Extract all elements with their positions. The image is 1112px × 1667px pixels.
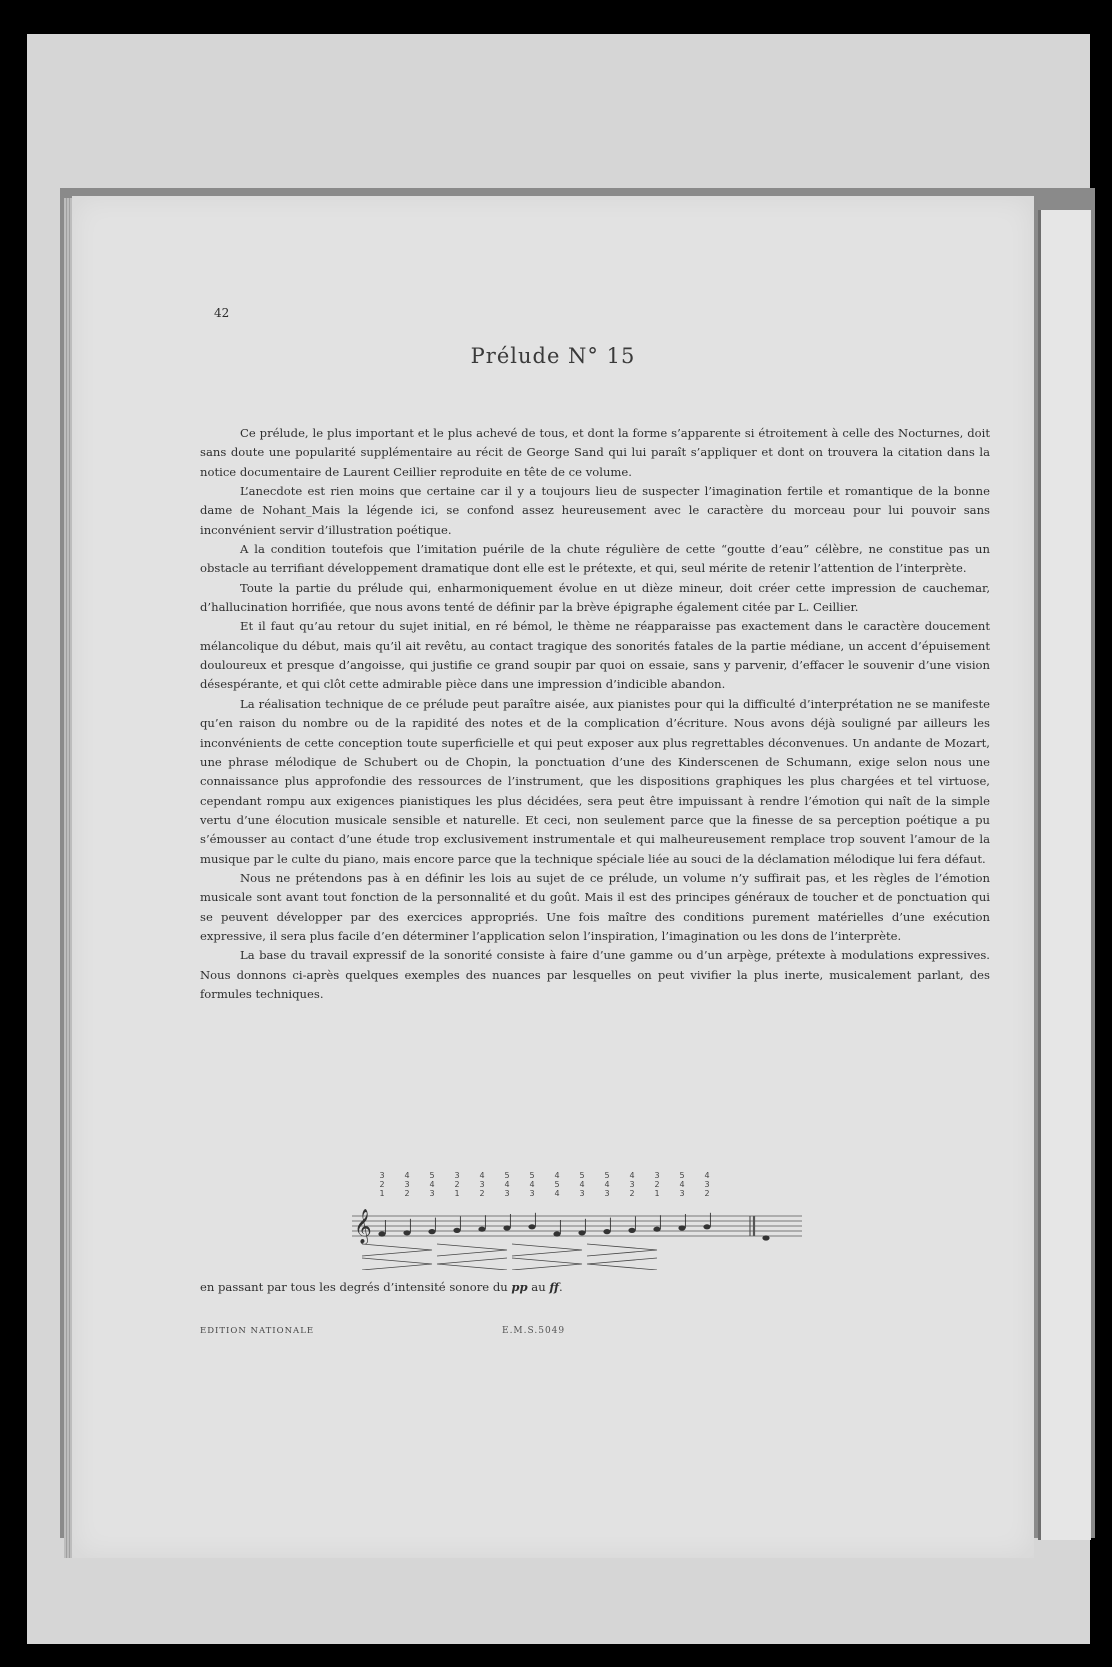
- fingering-digit: 2: [479, 1189, 485, 1198]
- fingering-digit: 5: [554, 1180, 560, 1189]
- dynamic-pp: pp: [511, 1280, 528, 1294]
- fingering-digit: 2: [704, 1189, 710, 1198]
- fingering-digit: 3: [379, 1171, 385, 1180]
- body-text: [200, 424, 990, 1004]
- dynamics-hairpins: [362, 1244, 657, 1270]
- fingering-digit: 5: [504, 1171, 510, 1180]
- note-head: [428, 1229, 435, 1234]
- note-head: [403, 1230, 410, 1235]
- note-head: [453, 1228, 460, 1233]
- publisher-footer: EDITION NATIONALE: [200, 1326, 315, 1336]
- book-page: [72, 196, 1034, 1558]
- note-head: [553, 1231, 560, 1236]
- paragraph: La base du travail expressif de la sonorité consiste à faire d’une gamme ou d’un arpège, prétexte à modulations expressives. Nous donnons ci-après quelques exemples des nuances par lesquelles on peut vivifier la plus inerte, musicalement parlant, des formules techniques.: [200, 948, 990, 1001]
- fingering-digit: 1: [654, 1189, 660, 1198]
- facing-page-edge: [1038, 210, 1091, 1540]
- fingering-digit: 3: [679, 1189, 685, 1198]
- fingering-digit: 5: [429, 1171, 435, 1180]
- fingering-digit: 2: [654, 1180, 660, 1189]
- note-head: [528, 1224, 535, 1229]
- music-caption: [200, 1280, 563, 1294]
- caption-text: en passant par tous les degrés d’intensité sonore du: [200, 1280, 512, 1294]
- fingering-digit: 2: [629, 1189, 635, 1198]
- paragraph: Nous ne prétendons pas à en définir les lois au sujet de ce prélude, un volume n’y suffirait pas, et les règles de l’émotion musicale sont avant tout fonction de la personnalité et du goût. Mais il est des principes généraux de toucher et de ponctuation qui se peuvent développer par des exercices appropriés. Une fois maître des conditions purement matérielles d’une exécution expressive, il sera plus facile d’en déterminer l’application selon l’inspiration, l’imagination ou les dons de l’interprète.: [200, 870, 990, 943]
- caption-text: au: [527, 1280, 550, 1294]
- fingering-digit: 5: [604, 1171, 610, 1180]
- page-number: 42: [214, 306, 230, 320]
- paragraph: Et il faut qu’au retour du sujet initial, en ré bémol, le thème ne réapparaisse pas exactement dans le caractère doucement mélancolique du début, mais qu’il ait revêtu, au contact tragique des sonorités fatales de la partie médiane, un accent d’épuisement douloureux et presque d’angoisse, qui justifie ce grand soupir par quoi on essaie, sans y parvenir, d’effacer le souvenir d’une vision désespérante, et qui clôt cette admirable pièce dans une impression d’indicible abandon.: [200, 619, 990, 692]
- fingering-digit: 4: [554, 1171, 560, 1180]
- fingering-digit: 5: [529, 1171, 535, 1180]
- notes: [378, 1213, 769, 1241]
- note-head: [578, 1230, 585, 1235]
- fingering-digit: 2: [404, 1189, 410, 1198]
- fingering-digit: 3: [404, 1180, 410, 1189]
- note-head: [378, 1231, 385, 1236]
- paragraph: A la condition toutefois que l’imitation puérile de la chute régulière de cette “goutte d’eau” célèbre, ne constitue pas un obstacle au terrifiant développement dramatique dont elle est le prétexte, et qui, seul mérite de retenir l’attention de l’interprète.: [200, 542, 990, 576]
- fingering-digit: 3: [629, 1180, 635, 1189]
- dynamic-ff: ff: [549, 1280, 559, 1294]
- fingering-digit: 2: [454, 1180, 460, 1189]
- paragraph: La réalisation technique de ce prélude peut paraître aisée, aux pianistes pour qui la difficulté d’interprétation ne se manifeste qu’en raison du nombre ou de la rapidité des notes et de la complication d’écriture. Nous avons déjà souligné par ailleurs les inconvénients de cette conception toute superficielle et qui peut exposer aux plus regrettables déconvenues. Un andante de Mozart, une phrase mélodique de Schubert ou de Chopin, la ponctuation d’une des Kinderscenen de Schumann, exige selon nous une connaissance plus approfondie des ressources de l’instrument, que les dispositions graphiques les plus chargées et tel virtuose, cependant rompu aux exigences pianistiques les plus décidées, sera peut être impuissant à rendre l’émotion qui naît de la simple vertu d’une élocution musicale sensible et naturelle. Et ceci, non seulement parce que la finesse de sa perception poétique a pu s’émousser au contact d’une étude trop exclusivement instrumentale et qui malheureusement remplace trop souvent l’amour de la musique par le culte du piano, mais encore parce que la technique spéciale liée au souci de la déclamation mélodique lui fera défaut.: [200, 696, 990, 866]
- fingering-digit: 4: [404, 1171, 410, 1180]
- fingering-digit: 3: [704, 1180, 710, 1189]
- fingering-digit: 3: [604, 1189, 610, 1198]
- fingering-digit: 5: [679, 1171, 685, 1180]
- note-head: [503, 1225, 510, 1230]
- fingering-digit: 1: [454, 1189, 460, 1198]
- fingering-numbers: [379, 1171, 709, 1198]
- note-head: [653, 1227, 660, 1232]
- fingering-digit: 3: [454, 1171, 460, 1180]
- fingering-digit: 3: [504, 1189, 510, 1198]
- paragraph: Ce prélude, le plus important et le plus achevé de tous, et dont la forme s’apparente si étroitement à celle des Nocturnes, doit sans doute une popularité supplémentaire au récit de George Sand qui lui paraît s’appliquer et dont on trouvera la citation dans la notice documentaire de Laurent Ceillier reproduite en tête de ce volume.: [200, 426, 990, 479]
- fingering-digit: 1: [379, 1189, 385, 1198]
- paragraph: L’anecdote est rien moins que certaine car il y a toujours lieu de suspecter l’imagination fertile et romantique de la bonne dame de Nohant_Mais la légende ici, se confond assez heureusement avec le caractère du morceau pour lui pouvoir sans inconvénient servir d’illustration poétique.: [200, 484, 990, 537]
- fingering-digit: 4: [579, 1180, 585, 1189]
- note-head: [703, 1224, 710, 1229]
- fingering-digit: 3: [479, 1180, 485, 1189]
- fingering-digit: 4: [554, 1189, 560, 1198]
- fingering-digit: 4: [604, 1180, 610, 1189]
- fingering-digit: 4: [504, 1180, 510, 1189]
- fingering-digit: 3: [579, 1189, 585, 1198]
- fingering-digit: 4: [679, 1180, 685, 1189]
- fingering-digit: 2: [379, 1180, 385, 1189]
- page-title: Prélude N° 15: [470, 344, 636, 368]
- note-head: [678, 1225, 685, 1230]
- fingering-digit: 3: [654, 1171, 660, 1180]
- fingering-digit: 4: [704, 1171, 710, 1180]
- fingering-digit: 3: [429, 1189, 435, 1198]
- catalog-number: E.M.S.5049: [502, 1326, 566, 1336]
- music-example: [342, 1170, 842, 1270]
- staff: [352, 1216, 802, 1236]
- note-head: [603, 1229, 610, 1234]
- treble-clef-icon: 𝄞: [354, 1209, 372, 1244]
- fingering-digit: 3: [529, 1189, 535, 1198]
- fingering-digit: 4: [629, 1171, 635, 1180]
- fingering-digit: 4: [529, 1180, 535, 1189]
- note-head: [762, 1235, 769, 1240]
- fingering-digit: 4: [429, 1180, 435, 1189]
- caption-text: .: [558, 1280, 563, 1294]
- fingering-digit: 4: [479, 1171, 485, 1180]
- note-head: [478, 1227, 485, 1232]
- note-head: [628, 1228, 635, 1233]
- fingering-digit: 5: [579, 1171, 585, 1180]
- paragraph: Toute la partie du prélude qui, enharmoniquement évolue en ut dièze mineur, doit créer cette impression de cauchemar, d’hallucination horrifiée, que nous avons tenté de définir par la brève épigraphe également citée par L. Ceillier.: [200, 580, 990, 615]
